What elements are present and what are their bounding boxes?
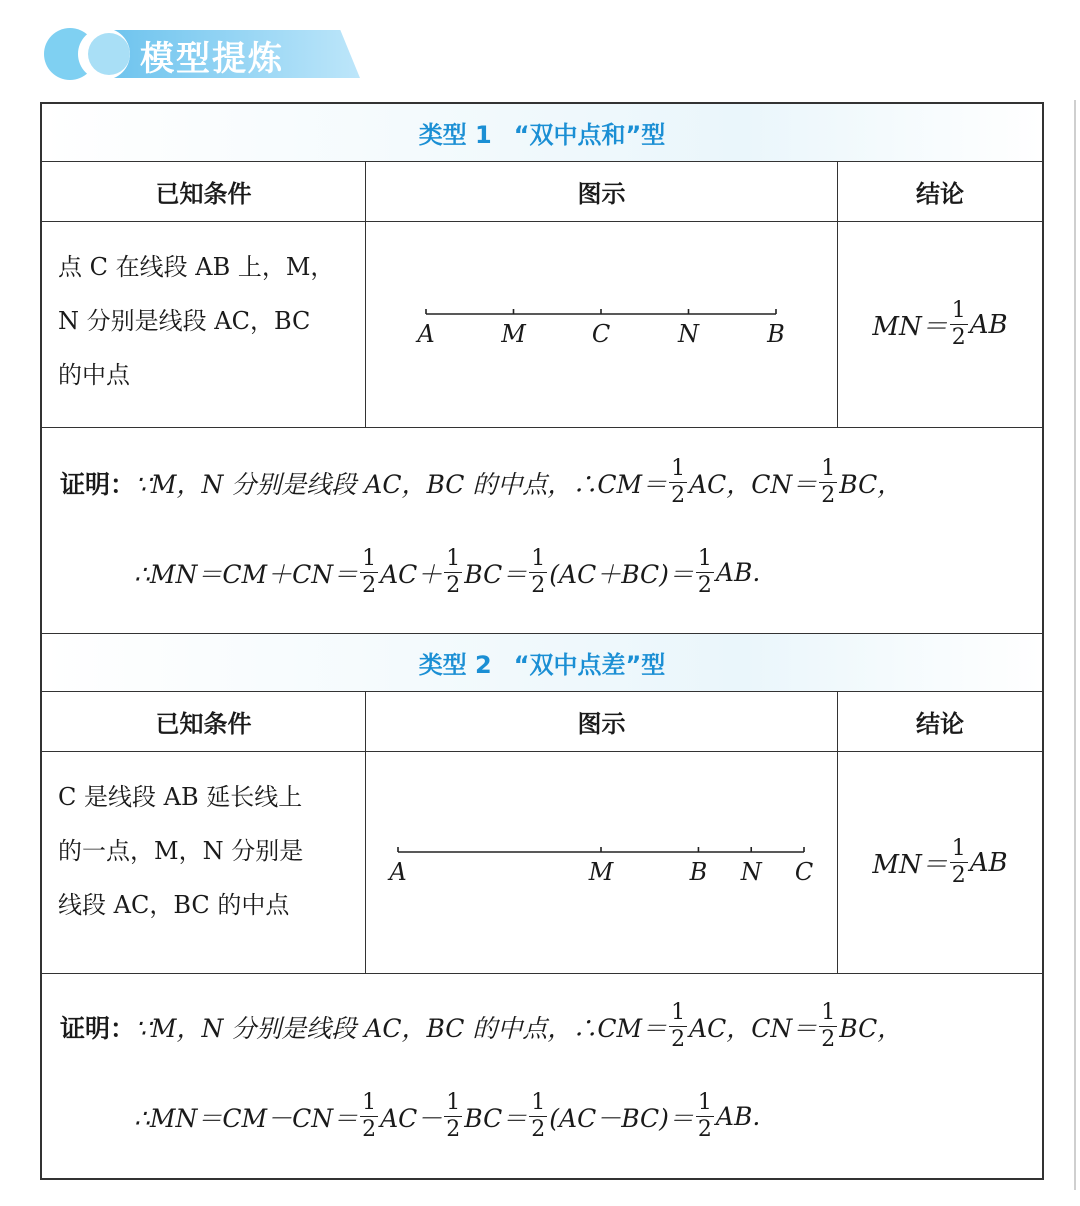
point-label-M: M <box>588 858 614 886</box>
type2-name: “双中点差”型 <box>513 651 666 679</box>
type2-diagram <box>366 752 838 973</box>
type1-conclusion <box>838 222 1042 427</box>
proof-text: AB. <box>715 558 761 587</box>
fraction: $\frac{1}{2}$ <box>446 546 461 598</box>
proof-label: 证明： <box>60 469 136 499</box>
proof-text: BC＝ <box>464 1103 528 1133</box>
proof-text: ∴MN＝CM＋CN＝ <box>134 559 359 589</box>
type1-condition <box>42 222 366 427</box>
fraction: $\frac{1}{2}$ <box>697 546 712 598</box>
type1-number: 类型 1 <box>418 121 492 149</box>
fraction: $\frac{1}{2}$ <box>531 546 546 598</box>
point-label-M: M <box>501 320 526 348</box>
proof-label: 证明： <box>60 1013 136 1043</box>
point-label-A: A <box>417 320 435 348</box>
proof-text: (AC－BC)＝ <box>549 1103 694 1133</box>
fraction: $\frac{1}{2}$ <box>821 1000 836 1052</box>
header-cond: 已知条件 <box>42 692 366 751</box>
type1-cond-line: 点 C 在线段 AB 上，M， <box>58 253 335 281</box>
fraction: $\frac{1}{2}$ <box>531 1090 546 1142</box>
point-label-C: C <box>591 320 611 348</box>
proof-text: AB. <box>715 1102 761 1131</box>
fraction: $\frac{1}{2}$ <box>821 456 836 508</box>
proof-text: AC，CN＝ <box>689 469 818 499</box>
type1-content-row <box>42 222 1042 428</box>
type1-diagram <box>366 222 838 427</box>
point-label-A: A <box>389 858 407 886</box>
point-label-B: B <box>689 858 708 886</box>
proof-text: AC，CN＝ <box>689 1013 818 1043</box>
point-label-N: N <box>678 320 699 348</box>
header-figure: 图示 <box>366 162 838 221</box>
type2-proof-line1 <box>60 1000 902 1053</box>
type2-column-headers <box>42 692 1042 752</box>
conclusion-rhs: AB <box>969 309 1008 340</box>
conclusion-lhs: MN＝ <box>872 850 948 880</box>
header-figure: 图示 <box>366 692 838 751</box>
type2-condition <box>42 752 366 973</box>
type1-cond-line: N 分别是线段 AC，BC <box>58 307 311 335</box>
proof-text: ∴MN＝CM－CN＝ <box>134 1103 359 1133</box>
fraction: $\frac{1}{2}$ <box>671 456 686 508</box>
page-edge-line <box>1074 100 1076 1190</box>
fraction: $\frac{1}{2}$ <box>671 1000 686 1052</box>
type1-proof <box>42 428 1042 634</box>
type2-number: 类型 2 <box>418 651 492 679</box>
fraction: $\frac{1}{2}$ <box>446 1090 461 1142</box>
header-cond: 已知条件 <box>42 162 366 221</box>
fraction: $\frac{1}{2}$ <box>697 1090 712 1142</box>
fraction: $\frac{1}{2}$ <box>362 1090 377 1142</box>
point-label-B: B <box>767 320 785 348</box>
proof-text: (AC＋BC)＝ <box>549 559 694 589</box>
header-conclusion: 结论 <box>916 180 964 208</box>
type2-proof-line2 <box>134 1090 760 1143</box>
point-label-N: N <box>740 858 762 886</box>
proof-text: AC－ <box>380 1103 443 1133</box>
proof-text: ∵M，N 分别是线段 AC，BC 的中点，∴CM＝ <box>135 469 668 499</box>
type2-segment-figure <box>366 752 836 972</box>
proof-text: BC＝ <box>464 559 528 589</box>
type1-segment-figure <box>366 222 836 426</box>
type1-name: “双中点和”型 <box>513 121 666 149</box>
type1-proof-line1 <box>60 456 902 509</box>
type1-column-headers <box>42 162 1042 222</box>
proof-text: BC， <box>839 1013 903 1043</box>
point-label-C: C <box>794 858 814 886</box>
conclusion-rhs: AB <box>969 847 1008 878</box>
type1-header <box>42 104 1042 162</box>
type2-proof <box>42 974 1042 1178</box>
model-table <box>40 102 1044 1180</box>
proof-text: ∵M，N 分别是线段 AC，BC 的中点，∴CM＝ <box>135 1013 668 1043</box>
type2-cond-line: C 是线段 AB 延长线上 <box>58 783 303 811</box>
banner-title: 模型提炼 <box>140 39 284 79</box>
type2-cond-line: 线段 AC，BC 的中点 <box>58 891 290 919</box>
type2-header <box>42 634 1042 692</box>
type1-proof-line2 <box>134 546 760 599</box>
fraction: $\frac{1}{2}$ <box>951 298 966 350</box>
proof-text: BC， <box>839 469 903 499</box>
header-conclusion: 结论 <box>916 710 964 738</box>
section-banner <box>44 28 316 78</box>
fraction: $\frac{1}{2}$ <box>951 836 966 888</box>
type2-conclusion <box>838 752 1042 973</box>
banner-circle-inner-icon <box>88 33 130 75</box>
conclusion-lhs: MN＝ <box>872 312 948 342</box>
type1-cond-line: 的中点 <box>58 361 130 389</box>
type2-content-row <box>42 752 1042 974</box>
proof-text: AC＋ <box>380 559 443 589</box>
type2-cond-line: 的一点，M，N 分别是 <box>58 837 304 865</box>
fraction: $\frac{1}{2}$ <box>362 546 377 598</box>
